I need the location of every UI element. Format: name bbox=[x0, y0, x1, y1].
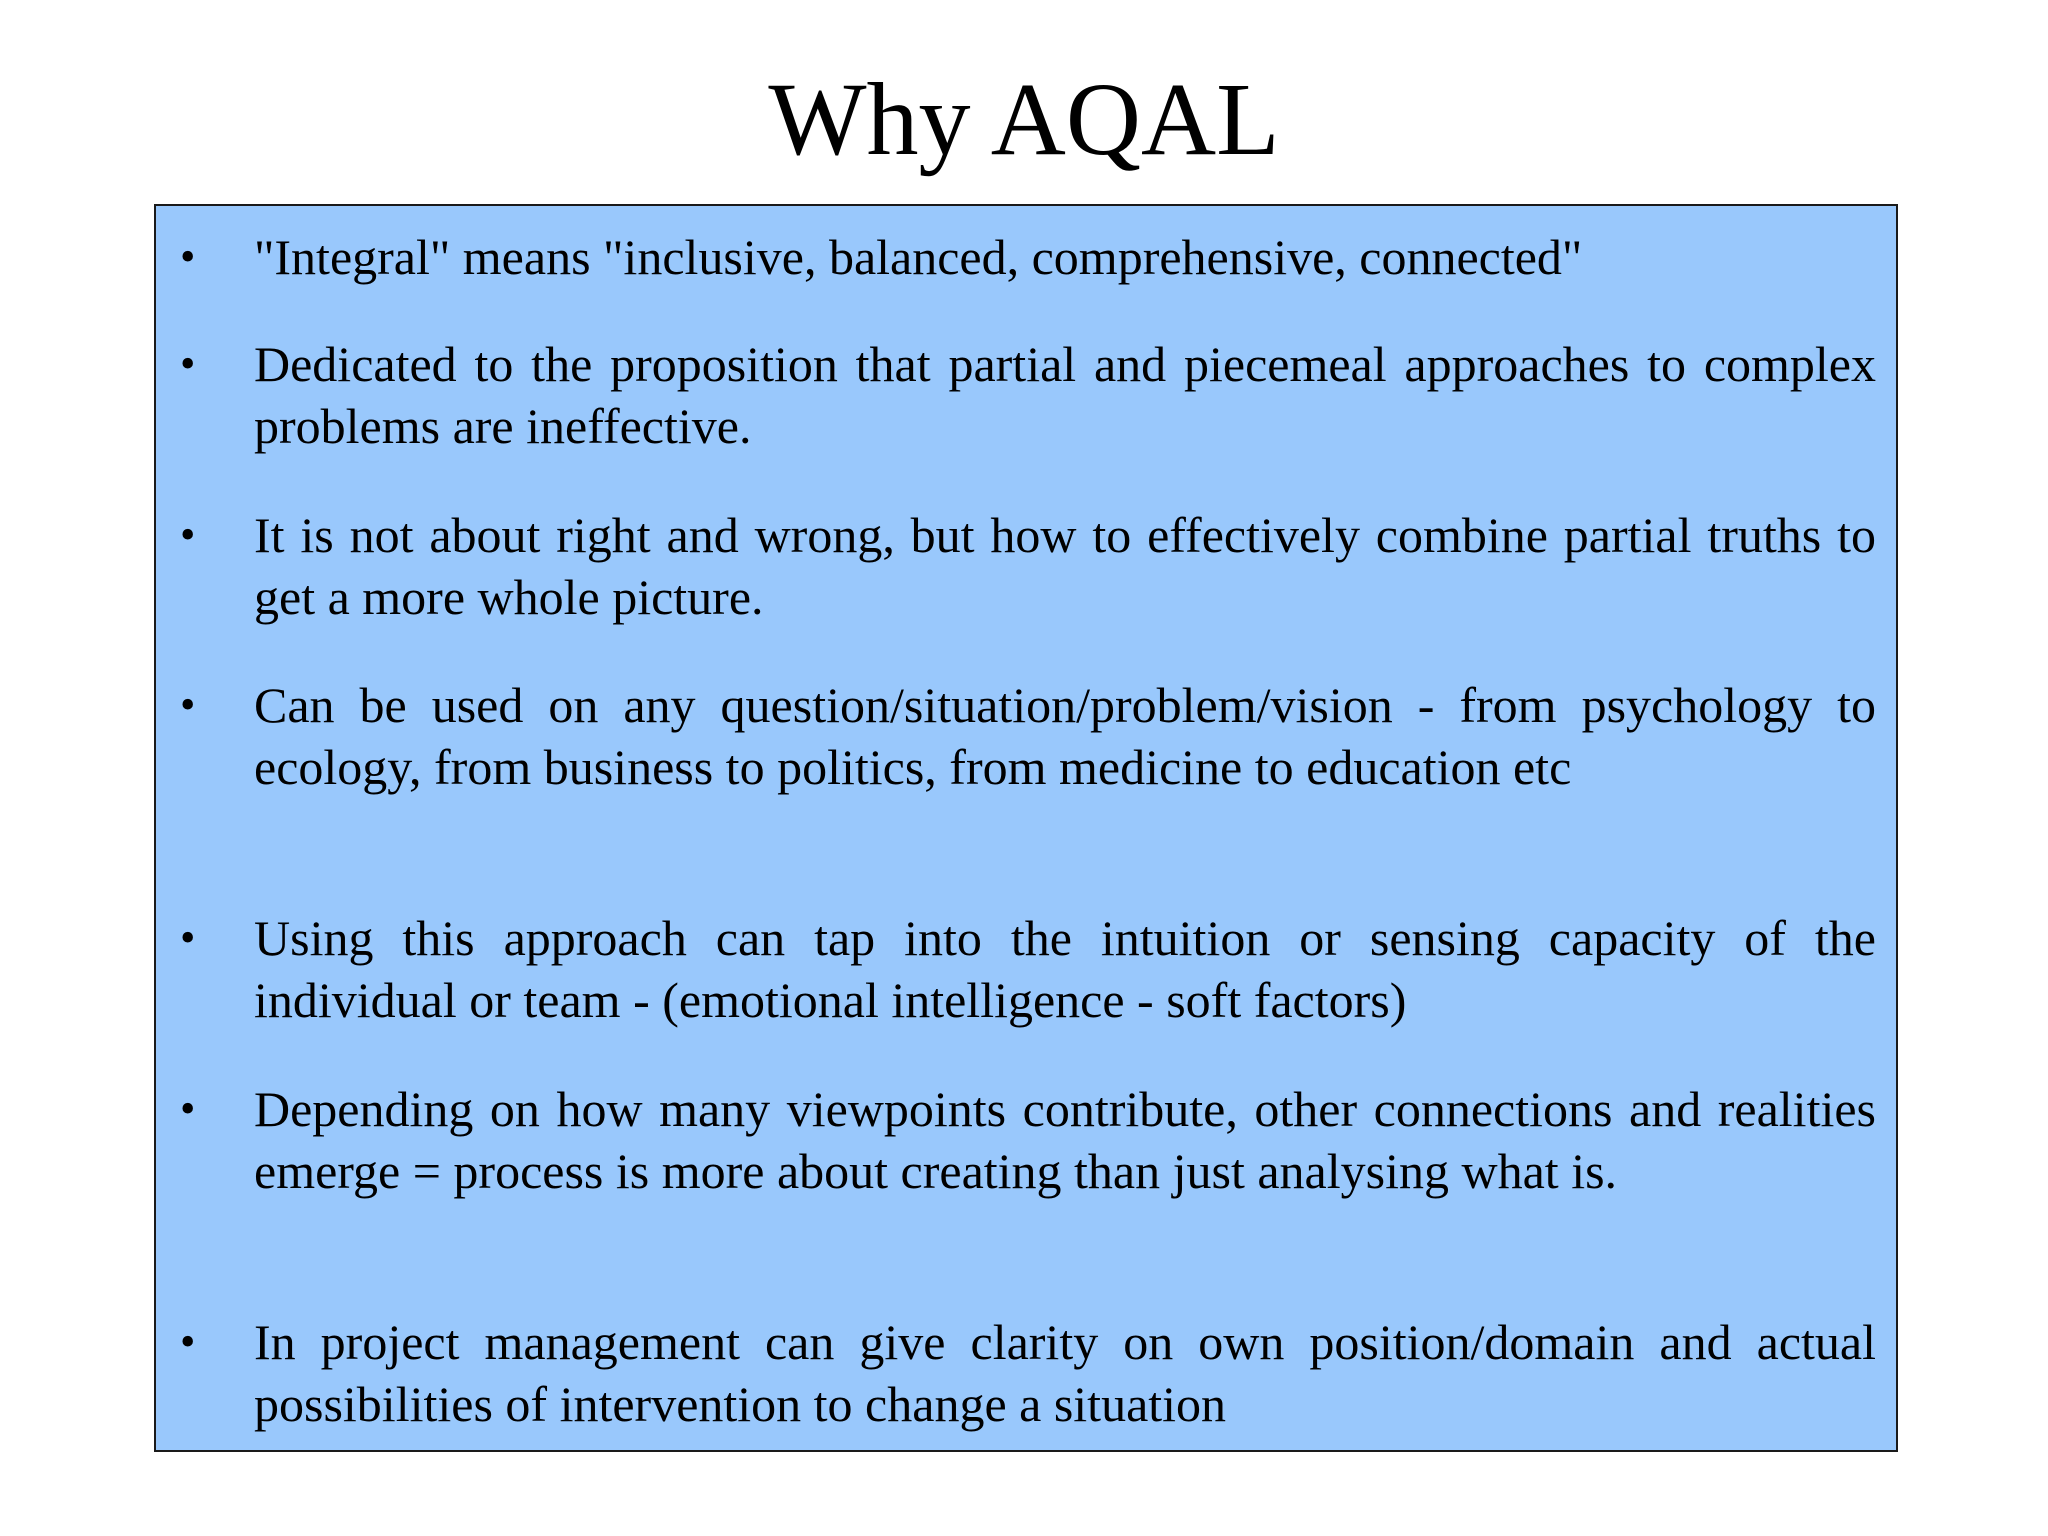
bullet-icon: • bbox=[180, 680, 196, 729]
bullet-text: Dedicated to the proposition that partial and piecemeal approaches to complex problems are ineffective. bbox=[254, 336, 1876, 454]
bullet-icon: • bbox=[180, 1317, 196, 1366]
bullet-icon: • bbox=[180, 1084, 196, 1133]
bullet-text: "Integral" means "inclusive, balanced, comprehensive, connected" bbox=[254, 229, 1583, 285]
bullet-text: Can be used on any question/situation/problem/vision - from psychology to ecology, from business to politics, from medicine to education etc bbox=[254, 677, 1876, 795]
bullet-icon: • bbox=[180, 510, 196, 559]
bullet-icon: • bbox=[180, 339, 196, 388]
bullet-text: Using this approach can tap into the intuition or sensing capacity of the individual or team - (emotional intelligence - soft factors) bbox=[254, 910, 1876, 1028]
bullet-text: It is not about right and wrong, but how to effectively combine partial truths to get a more whole picture. bbox=[254, 507, 1876, 625]
bullet-icon: • bbox=[180, 232, 196, 281]
content-box bbox=[154, 204, 1898, 1452]
bullet-text: Depending on how many viewpoints contribute, other connections and realities emerge = process is more about creating than just analysing what is. bbox=[254, 1081, 1876, 1199]
bullet-icon: • bbox=[180, 913, 196, 962]
bullet-text: In project management can give clarity on own position/domain and actual possibilities of intervention to change a situation bbox=[254, 1314, 1876, 1432]
slide-title: Why AQAL bbox=[768, 62, 1280, 177]
